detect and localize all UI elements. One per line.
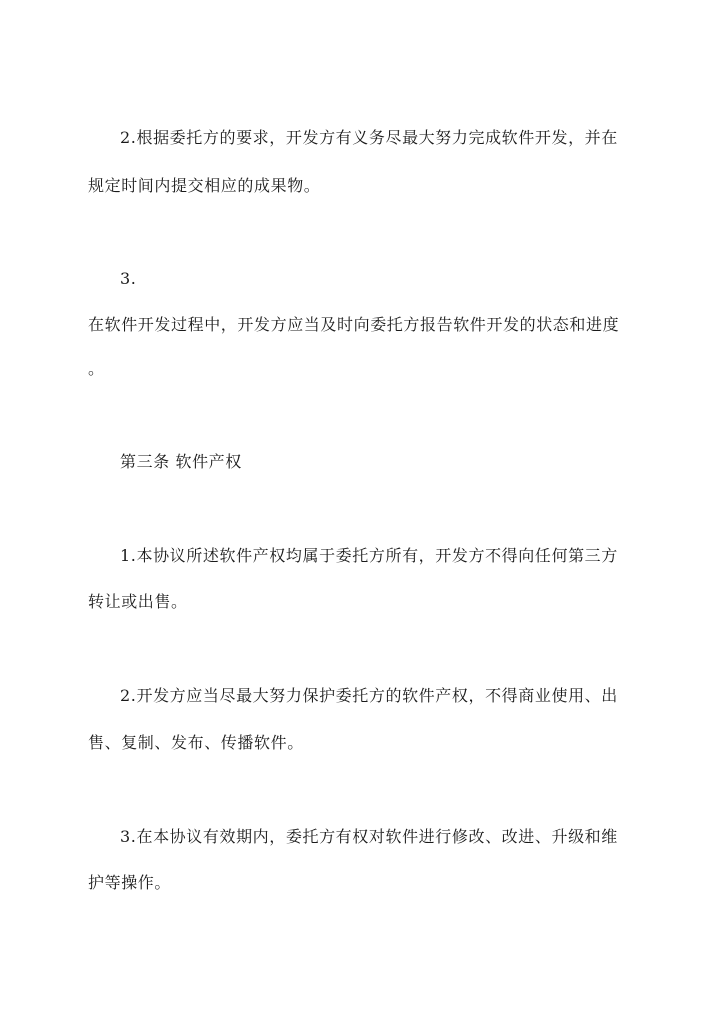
clause-3-line-1: 3.在本协议有效期内，委托方有权对软件进行修改、改进、升级和维 (120, 827, 618, 846)
paragraph-2-line-2: 规定时间内提交相应的成果物。 (88, 176, 321, 195)
clause-1-line-1: 1.本协议所述软件产权均属于委托方所有，开发方不得向任何第三方 (120, 546, 618, 565)
paragraph-2-line-1: 2.根据委托方的要求，开发方有义务尽最大努力完成软件开发，并在 (120, 128, 618, 147)
clause-3-line-2: 护等操作。 (88, 873, 172, 892)
paragraph-3-line-2: 。 (88, 359, 105, 378)
clause-1-line-2: 转让或出售。 (88, 592, 188, 611)
clause-2-line-2: 售、复制、发布、传播软件。 (88, 733, 304, 752)
section-heading-article-3: 第三条 软件产权 (120, 452, 242, 471)
paragraph-3-number: 3. (120, 269, 137, 288)
clause-2-line-1: 2.开发方应当尽最大努力保护委托方的软件产权，不得商业使用、出 (120, 686, 618, 705)
paragraph-3-line-1: 在软件开发过程中，开发方应当及时向委托方报告软件开发的状态和进度 (88, 315, 620, 334)
